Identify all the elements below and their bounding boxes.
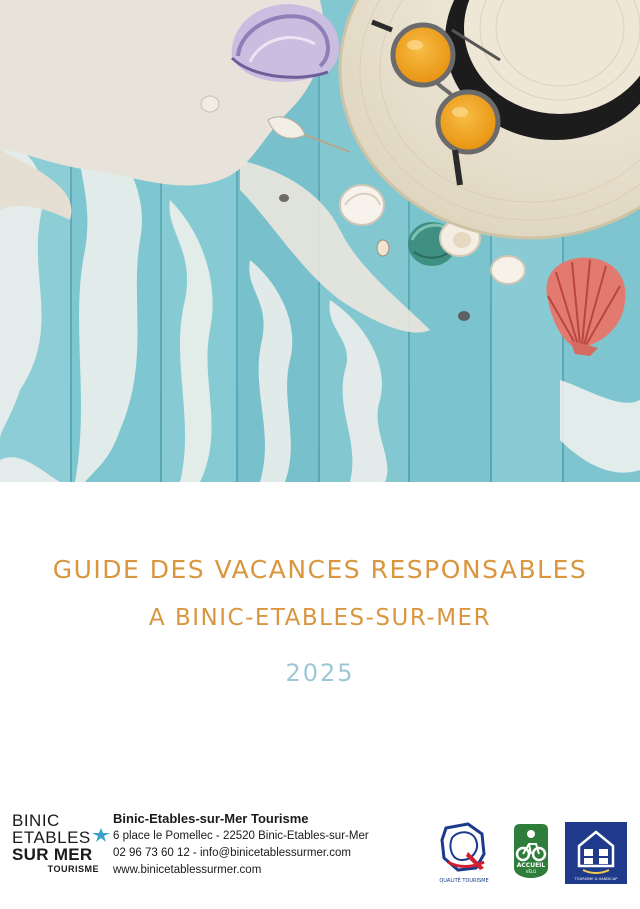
qualite-tourisme-icon xyxy=(438,822,490,886)
qualite-tourisme-label xyxy=(438,822,490,886)
footer xyxy=(0,808,640,898)
title-location: A BINIC-ETABLES-SUR-MER xyxy=(148,605,492,631)
star-icon xyxy=(92,828,110,842)
accueil-velo-icon xyxy=(510,822,552,880)
tourisme-handicap-text: TOURISME & HANDICAP xyxy=(574,877,618,881)
velo-text: VÉLO xyxy=(525,869,537,874)
organization-name: Binic-Etables-sur-Mer Tourisme xyxy=(113,811,309,826)
logo-line-sur-mer: SUR MER xyxy=(12,845,93,864)
tourisme-handicap-label xyxy=(565,822,627,884)
phone-email[interactable]: 02 96 73 60 12 - info@binicetablessurmer.com xyxy=(113,847,351,859)
tourisme-handicap-icon xyxy=(565,822,627,884)
guide-title xyxy=(0,555,640,687)
website-link[interactable]: www.binicetablessurmer.com xyxy=(113,864,262,876)
logo-line-etables: ETABLES xyxy=(12,828,91,847)
accueil-velo-label xyxy=(510,822,552,880)
accueil-text: ACCUEIL xyxy=(516,862,546,869)
contact-block xyxy=(113,810,413,879)
title-main: GUIDE DES VACANCES RESPONSABLES xyxy=(52,555,588,584)
qualite-tourisme-text: QUALITÉ TOURISME xyxy=(439,878,489,884)
address: 6 place le Pomellec - 22520 Binic-Etables-sur-Mer xyxy=(113,830,369,842)
tourism-office-logo xyxy=(12,812,107,884)
logo-line-binic: BINIC xyxy=(12,811,60,830)
title-year: 2025 xyxy=(285,658,355,687)
logo-line-tourisme: TOURISME xyxy=(47,864,99,874)
